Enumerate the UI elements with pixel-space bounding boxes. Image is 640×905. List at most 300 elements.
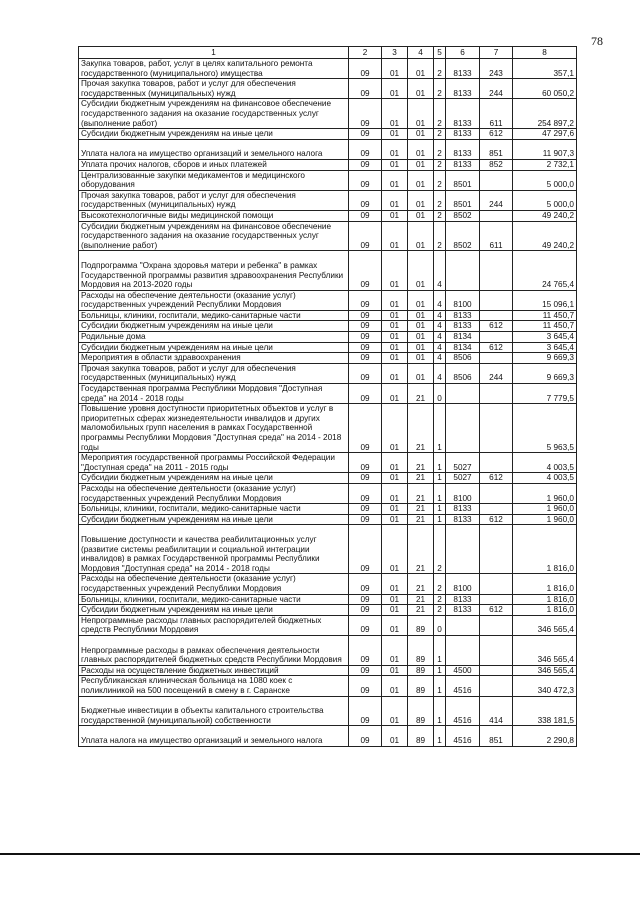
table-row <box>79 594 577 605</box>
row-subprogram-cell: 2 <box>434 59 446 79</box>
row-type-cell: 851 <box>480 139 513 159</box>
row-direction-cell: 8502 <box>446 210 480 221</box>
row-section-cell: 09 <box>349 635 382 665</box>
row-section-cell: 09 <box>349 514 382 525</box>
row-direction-cell: 8100 <box>446 484 480 504</box>
row-program-cell: 21 <box>408 473 434 484</box>
row-direction-cell <box>446 525 480 574</box>
table-row <box>79 605 577 616</box>
row-direction-cell: 8133 <box>446 605 480 616</box>
row-amount-cell: 11 450,7 <box>513 310 577 321</box>
row-direction-cell: 8100 <box>446 290 480 310</box>
table-row <box>79 504 577 515</box>
row-subprogram-cell: 1 <box>434 635 446 665</box>
row-name-cell: Расходы на осуществление бюджетных инвестиций <box>79 665 349 676</box>
row-subprogram-cell: 2 <box>434 221 446 251</box>
row-section-cell: 09 <box>349 332 382 343</box>
row-name-cell: Прочая закупка товаров, работ и услуг для обеспечения государственных (муниципальных) нужд <box>79 190 349 210</box>
row-subsection-cell: 01 <box>382 321 408 332</box>
row-name-cell: Субсидии бюджетным учреждениям на иные цели <box>79 321 349 332</box>
row-name-cell: Расходы на обеспечение деятельности (оказание услуг) государственных учреждений Республики Мордовия <box>79 574 349 594</box>
row-name-cell: Субсидии бюджетным учреждениям на иные цели <box>79 473 349 484</box>
row-type-cell <box>480 504 513 515</box>
budget-table <box>78 46 577 747</box>
row-type-cell: 244 <box>480 190 513 210</box>
row-amount-cell: 49 240,2 <box>513 221 577 251</box>
table-row <box>79 129 577 140</box>
row-subsection-cell: 01 <box>382 676 408 696</box>
row-name-cell: Больницы, клиники, госпитали, медико-санитарные части <box>79 504 349 515</box>
row-direction-cell: 8133 <box>446 79 480 99</box>
row-program-cell: 89 <box>408 726 434 746</box>
row-section-cell: 09 <box>349 384 382 404</box>
row-program-cell: 01 <box>408 353 434 364</box>
row-subprogram-cell: 0 <box>434 384 446 404</box>
row-direction-cell: 4516 <box>446 676 480 696</box>
row-type-cell: 414 <box>480 696 513 726</box>
row-amount-cell: 3 645,4 <box>513 332 577 343</box>
bottom-rule <box>0 853 640 855</box>
table-row <box>79 59 577 79</box>
row-section-cell: 09 <box>349 310 382 321</box>
row-type-cell <box>480 574 513 594</box>
row-program-cell: 01 <box>408 332 434 343</box>
row-amount-cell: 15 096,1 <box>513 290 577 310</box>
row-name-cell: Государственная программа Республики Мордовия "Доступная среда" на 2014 - 2018 годы <box>79 384 349 404</box>
row-direction-cell: 8133 <box>446 99 480 129</box>
row-program-cell: 01 <box>408 342 434 353</box>
row-name-cell: Республиканская клиническая больница на 1080 коек с поликлиникой на 500 посещений в смену в г. Саранске <box>79 676 349 696</box>
row-subsection-cell: 01 <box>382 504 408 515</box>
row-subsection-cell: 01 <box>382 99 408 129</box>
table-row <box>79 321 577 332</box>
table-row <box>79 221 577 251</box>
row-subsection-cell: 01 <box>382 210 408 221</box>
row-amount-cell: 5 000,0 <box>513 170 577 190</box>
row-program-cell: 01 <box>408 190 434 210</box>
row-subsection-cell: 01 <box>382 473 408 484</box>
table-row <box>79 332 577 343</box>
table-row <box>79 635 577 665</box>
row-name-cell: Больницы, клиники, госпитали, медико-санитарные части <box>79 594 349 605</box>
row-program-cell: 21 <box>408 484 434 504</box>
row-subsection-cell: 01 <box>382 251 408 290</box>
row-direction-cell: 4516 <box>446 696 480 726</box>
row-subprogram-cell: 4 <box>434 321 446 332</box>
table-row <box>79 353 577 364</box>
row-type-cell: 244 <box>480 363 513 383</box>
row-amount-cell: 4 003,5 <box>513 453 577 473</box>
row-subsection-cell: 01 <box>382 290 408 310</box>
row-subprogram-cell: 1 <box>434 696 446 726</box>
column-header: 6 <box>446 47 480 59</box>
row-direction-cell <box>446 384 480 404</box>
row-subprogram-cell: 4 <box>434 353 446 364</box>
row-amount-cell: 47 297,6 <box>513 129 577 140</box>
row-name-cell: Закупка товаров, работ, услуг в целях капитального ремонта государственного (муниципального) имущества <box>79 59 349 79</box>
row-subprogram-cell: 2 <box>434 594 446 605</box>
row-program-cell: 01 <box>408 79 434 99</box>
row-name-cell: Больницы, клиники, госпитали, медико-санитарные части <box>79 310 349 321</box>
row-section-cell: 09 <box>349 525 382 574</box>
row-name-cell: Прочая закупка товаров, работ и услуг для обеспечения государственных (муниципальных) нужд <box>79 363 349 383</box>
row-name-cell: Уплата прочих налогов, сборов и иных платежей <box>79 159 349 170</box>
row-amount-cell: 346 565,4 <box>513 635 577 665</box>
row-amount-cell: 340 472,3 <box>513 676 577 696</box>
row-subprogram-cell: 4 <box>434 342 446 353</box>
row-section-cell: 09 <box>349 139 382 159</box>
row-direction-cell: 8133 <box>446 129 480 140</box>
table-row <box>79 190 577 210</box>
row-program-cell: 01 <box>408 310 434 321</box>
row-program-cell: 01 <box>408 221 434 251</box>
row-amount-cell: 346 565,4 <box>513 615 577 635</box>
row-section-cell: 09 <box>349 484 382 504</box>
row-type-cell: 851 <box>480 726 513 746</box>
table-row <box>79 210 577 221</box>
row-direction-cell: 8134 <box>446 332 480 343</box>
table-row <box>79 342 577 353</box>
row-subsection-cell: 01 <box>382 79 408 99</box>
row-amount-cell: 7 779,5 <box>513 384 577 404</box>
row-subprogram-cell: 2 <box>434 170 446 190</box>
row-amount-cell: 2 732,1 <box>513 159 577 170</box>
row-name-cell: Субсидии бюджетным учреждениям на иные цели <box>79 605 349 616</box>
row-amount-cell: 1 816,0 <box>513 594 577 605</box>
row-subprogram-cell: 2 <box>434 99 446 129</box>
row-amount-cell: 9 669,3 <box>513 363 577 383</box>
row-subsection-cell: 01 <box>382 384 408 404</box>
row-section-cell: 09 <box>349 353 382 364</box>
row-name-cell: Уплата налога на имущество организаций и земельного налога <box>79 726 349 746</box>
row-direction-cell <box>446 251 480 290</box>
row-subsection-cell: 01 <box>382 594 408 605</box>
column-header: 3 <box>382 47 408 59</box>
row-program-cell: 21 <box>408 384 434 404</box>
row-type-cell: 612 <box>480 514 513 525</box>
row-amount-cell: 5 000,0 <box>513 190 577 210</box>
table-row <box>79 139 577 159</box>
row-type-cell <box>480 210 513 221</box>
table-row <box>79 525 577 574</box>
row-section-cell: 09 <box>349 726 382 746</box>
row-direction-cell: 8133 <box>446 321 480 332</box>
row-amount-cell: 3 645,4 <box>513 342 577 353</box>
row-program-cell: 89 <box>408 615 434 635</box>
row-subsection-cell: 01 <box>382 635 408 665</box>
row-direction-cell: 8502 <box>446 221 480 251</box>
row-name-cell: Непрограммные расходы главных распорядителей бюджетных средств Республики Мордовия <box>79 615 349 635</box>
row-amount-cell: 24 765,4 <box>513 251 577 290</box>
row-type-cell: 852 <box>480 159 513 170</box>
row-section-cell: 09 <box>349 59 382 79</box>
row-amount-cell: 357,1 <box>513 59 577 79</box>
row-section-cell: 09 <box>349 251 382 290</box>
column-header: 8 <box>513 47 577 59</box>
row-program-cell: 21 <box>408 514 434 525</box>
row-type-cell <box>480 353 513 364</box>
row-type-cell <box>480 404 513 453</box>
column-header: 2 <box>349 47 382 59</box>
row-amount-cell: 60 050,2 <box>513 79 577 99</box>
page-number: 78 <box>591 34 603 48</box>
row-program-cell: 01 <box>408 210 434 221</box>
row-amount-cell: 254 897,2 <box>513 99 577 129</box>
row-type-cell <box>480 484 513 504</box>
row-section-cell: 09 <box>349 404 382 453</box>
row-name-cell: Повышение доступности и качества реабилитационных услуг (развитие системы реабилитации и социальной интеграции инвалидов) в рамках Государственной программы Республики Мордовия "Доступная среда" на 2014 - 2018 годы <box>79 525 349 574</box>
row-program-cell: 21 <box>408 404 434 453</box>
row-amount-cell: 9 669,3 <box>513 353 577 364</box>
row-subsection-cell: 01 <box>382 363 408 383</box>
row-subprogram-cell: 1 <box>434 726 446 746</box>
table-row <box>79 363 577 383</box>
row-direction-cell: 8506 <box>446 353 480 364</box>
row-subprogram-cell: 2 <box>434 605 446 616</box>
row-amount-cell: 11 450,7 <box>513 321 577 332</box>
row-subsection-cell: 01 <box>382 615 408 635</box>
row-type-cell <box>480 310 513 321</box>
table-body <box>79 59 577 747</box>
row-section-cell: 09 <box>349 615 382 635</box>
row-name-cell: Подпрограмма "Охрана здоровья матери и ребенка" в рамках Государственной программы развития здравоохранения Республики Мордовия на 2013-2020 годы <box>79 251 349 290</box>
row-subsection-cell: 01 <box>382 525 408 574</box>
row-section-cell: 09 <box>349 170 382 190</box>
row-subsection-cell: 01 <box>382 353 408 364</box>
row-type-cell: 243 <box>480 59 513 79</box>
row-program-cell: 01 <box>408 321 434 332</box>
row-direction-cell <box>446 615 480 635</box>
row-name-cell: Родильные дома <box>79 332 349 343</box>
row-section-cell: 09 <box>349 159 382 170</box>
row-section-cell: 09 <box>349 594 382 605</box>
row-program-cell: 89 <box>408 696 434 726</box>
row-program-cell: 89 <box>408 676 434 696</box>
row-subprogram-cell: 0 <box>434 615 446 635</box>
row-name-cell: Прочая закупка товаров, работ и услуг для обеспечения государственных (муниципальных) нужд <box>79 79 349 99</box>
row-direction-cell: 8133 <box>446 594 480 605</box>
row-type-cell <box>480 332 513 343</box>
table-row <box>79 696 577 726</box>
row-subsection-cell: 01 <box>382 221 408 251</box>
row-subprogram-cell: 1 <box>434 504 446 515</box>
row-program-cell: 21 <box>408 504 434 515</box>
row-subprogram-cell: 4 <box>434 332 446 343</box>
row-name-cell: Субсидии бюджетным учреждениям на иные цели <box>79 514 349 525</box>
row-direction-cell: 5027 <box>446 453 480 473</box>
row-subprogram-cell: 4 <box>434 310 446 321</box>
table-row <box>79 159 577 170</box>
row-type-cell: 612 <box>480 129 513 140</box>
row-direction-cell: 8134 <box>446 342 480 353</box>
table-row <box>79 514 577 525</box>
row-subsection-cell: 01 <box>382 170 408 190</box>
row-direction-cell <box>446 404 480 453</box>
row-type-cell: 612 <box>480 605 513 616</box>
table-row <box>79 574 577 594</box>
row-amount-cell: 338 181,5 <box>513 696 577 726</box>
row-direction-cell: 8133 <box>446 514 480 525</box>
row-name-cell: Мероприятия в области здравоохранения <box>79 353 349 364</box>
row-type-cell <box>480 635 513 665</box>
table-row <box>79 99 577 129</box>
row-subprogram-cell: 2 <box>434 79 446 99</box>
row-amount-cell: 49 240,2 <box>513 210 577 221</box>
row-name-cell: Мероприятия государственной программы Российской Федерации "Доступная среда" на 2011 - 2015 годы <box>79 453 349 473</box>
row-subprogram-cell: 4 <box>434 290 446 310</box>
row-type-cell <box>480 594 513 605</box>
table-row <box>79 665 577 676</box>
row-direction-cell: 8133 <box>446 310 480 321</box>
row-subprogram-cell: 2 <box>434 129 446 140</box>
table-row <box>79 615 577 635</box>
row-direction-cell: 8501 <box>446 170 480 190</box>
table-row <box>79 726 577 746</box>
row-direction-cell: 4516 <box>446 726 480 746</box>
row-type-cell <box>480 525 513 574</box>
row-type-cell <box>480 384 513 404</box>
table-row <box>79 290 577 310</box>
row-subsection-cell: 01 <box>382 665 408 676</box>
row-subprogram-cell: 1 <box>434 665 446 676</box>
row-type-cell: 612 <box>480 321 513 332</box>
row-section-cell: 09 <box>349 321 382 332</box>
column-header: 7 <box>480 47 513 59</box>
row-name-cell: Высокотехнологичные виды медицинской помощи <box>79 210 349 221</box>
table-row <box>79 384 577 404</box>
row-section-cell: 09 <box>349 99 382 129</box>
row-section-cell: 09 <box>349 504 382 515</box>
row-program-cell: 21 <box>408 525 434 574</box>
row-name-cell: Повышение уровня доступности приоритетных объектов и услуг в приоритетных сферах жизнедеятельности инвалидов и других маломобильных групп населения в рамках Государственной программы Республики Мордовия "Доступная среда" на 2014 - 2018 годы <box>79 404 349 453</box>
row-direction-cell: 8506 <box>446 363 480 383</box>
row-direction-cell <box>446 635 480 665</box>
row-section-cell: 09 <box>349 342 382 353</box>
row-section-cell: 09 <box>349 79 382 99</box>
row-amount-cell: 1 816,0 <box>513 574 577 594</box>
row-direction-cell: 8133 <box>446 59 480 79</box>
row-program-cell: 89 <box>408 665 434 676</box>
row-subsection-cell: 01 <box>382 605 408 616</box>
row-subsection-cell: 01 <box>382 484 408 504</box>
row-program-cell: 01 <box>408 129 434 140</box>
row-name-cell: Субсидии бюджетным учреждениям на иные цели <box>79 342 349 353</box>
row-name-cell: Уплата налога на имущество организаций и земельного налога <box>79 139 349 159</box>
row-program-cell: 89 <box>408 635 434 665</box>
row-subsection-cell: 01 <box>382 342 408 353</box>
row-direction-cell: 4500 <box>446 665 480 676</box>
row-amount-cell: 1 816,0 <box>513 605 577 616</box>
row-program-cell: 01 <box>408 170 434 190</box>
row-amount-cell: 1 816,0 <box>513 525 577 574</box>
row-subprogram-cell: 2 <box>434 190 446 210</box>
row-type-cell <box>480 453 513 473</box>
row-subprogram-cell: 2 <box>434 139 446 159</box>
row-subsection-cell: 01 <box>382 139 408 159</box>
row-direction-cell: 8501 <box>446 190 480 210</box>
row-subprogram-cell: 1 <box>434 453 446 473</box>
row-type-cell <box>480 251 513 290</box>
row-amount-cell: 1 960,0 <box>513 484 577 504</box>
row-name-cell: Непрограммные расходы в рамках обеспечения деятельности главных распорядителей бюджетных средств Республики Мордовия <box>79 635 349 665</box>
row-section-cell: 09 <box>349 605 382 616</box>
column-header: 5 <box>434 47 446 59</box>
row-direction-cell: 8100 <box>446 574 480 594</box>
row-amount-cell: 1 960,0 <box>513 504 577 515</box>
row-direction-cell: 5027 <box>446 473 480 484</box>
row-type-cell: 612 <box>480 342 513 353</box>
header-row <box>79 47 577 59</box>
row-section-cell: 09 <box>349 473 382 484</box>
row-program-cell: 21 <box>408 594 434 605</box>
row-section-cell: 09 <box>349 574 382 594</box>
row-type-cell <box>480 676 513 696</box>
row-subsection-cell: 01 <box>382 404 408 453</box>
row-direction-cell: 8133 <box>446 504 480 515</box>
row-name-cell: Субсидии бюджетным учреждениям на финансовое обеспечение государственного задания на оказание государственных услуг (выполнение работ) <box>79 99 349 129</box>
table-row <box>79 251 577 290</box>
row-subsection-cell: 01 <box>382 726 408 746</box>
table-row <box>79 453 577 473</box>
row-subprogram-cell: 2 <box>434 574 446 594</box>
table-row <box>79 79 577 99</box>
row-amount-cell: 1 960,0 <box>513 514 577 525</box>
row-subsection-cell: 01 <box>382 696 408 726</box>
row-subsection-cell: 01 <box>382 59 408 79</box>
row-type-cell <box>480 290 513 310</box>
row-subprogram-cell: 4 <box>434 251 446 290</box>
row-section-cell: 09 <box>349 290 382 310</box>
row-section-cell: 09 <box>349 190 382 210</box>
row-section-cell: 09 <box>349 210 382 221</box>
row-type-cell: 612 <box>480 473 513 484</box>
row-amount-cell: 5 963,5 <box>513 404 577 453</box>
row-subprogram-cell: 1 <box>434 404 446 453</box>
row-program-cell: 01 <box>408 59 434 79</box>
row-subsection-cell: 01 <box>382 574 408 594</box>
row-program-cell: 21 <box>408 574 434 594</box>
row-subsection-cell: 01 <box>382 514 408 525</box>
row-type-cell <box>480 615 513 635</box>
row-name-cell: Расходы на обеспечение деятельности (оказание услуг) государственных учреждений Республики Мордовия <box>79 484 349 504</box>
row-program-cell: 01 <box>408 290 434 310</box>
row-amount-cell: 346 565,4 <box>513 665 577 676</box>
row-name-cell: Расходы на обеспечение деятельности (оказание услуг) государственных учреждений Республики Мордовия <box>79 290 349 310</box>
row-subprogram-cell: 1 <box>434 514 446 525</box>
row-subsection-cell: 01 <box>382 332 408 343</box>
row-subprogram-cell: 2 <box>434 210 446 221</box>
table-row <box>79 310 577 321</box>
row-type-cell <box>480 170 513 190</box>
table-row <box>79 404 577 453</box>
row-subsection-cell: 01 <box>382 159 408 170</box>
row-subsection-cell: 01 <box>382 453 408 473</box>
row-subprogram-cell: 2 <box>434 159 446 170</box>
row-name-cell: Субсидии бюджетным учреждениям на иные цели <box>79 129 349 140</box>
row-subprogram-cell: 4 <box>434 363 446 383</box>
row-amount-cell: 2 290,8 <box>513 726 577 746</box>
table-row <box>79 170 577 190</box>
column-header: 4 <box>408 47 434 59</box>
row-subprogram-cell: 2 <box>434 525 446 574</box>
row-section-cell: 09 <box>349 676 382 696</box>
row-subprogram-cell: 1 <box>434 676 446 696</box>
row-subsection-cell: 01 <box>382 190 408 210</box>
row-section-cell: 09 <box>349 665 382 676</box>
row-name-cell: Субсидии бюджетным учреждениям на финансовое обеспечение государственного задания на оказание государственных услуг (выполнение работ) <box>79 221 349 251</box>
column-header: 1 <box>79 47 349 59</box>
row-program-cell: 01 <box>408 159 434 170</box>
